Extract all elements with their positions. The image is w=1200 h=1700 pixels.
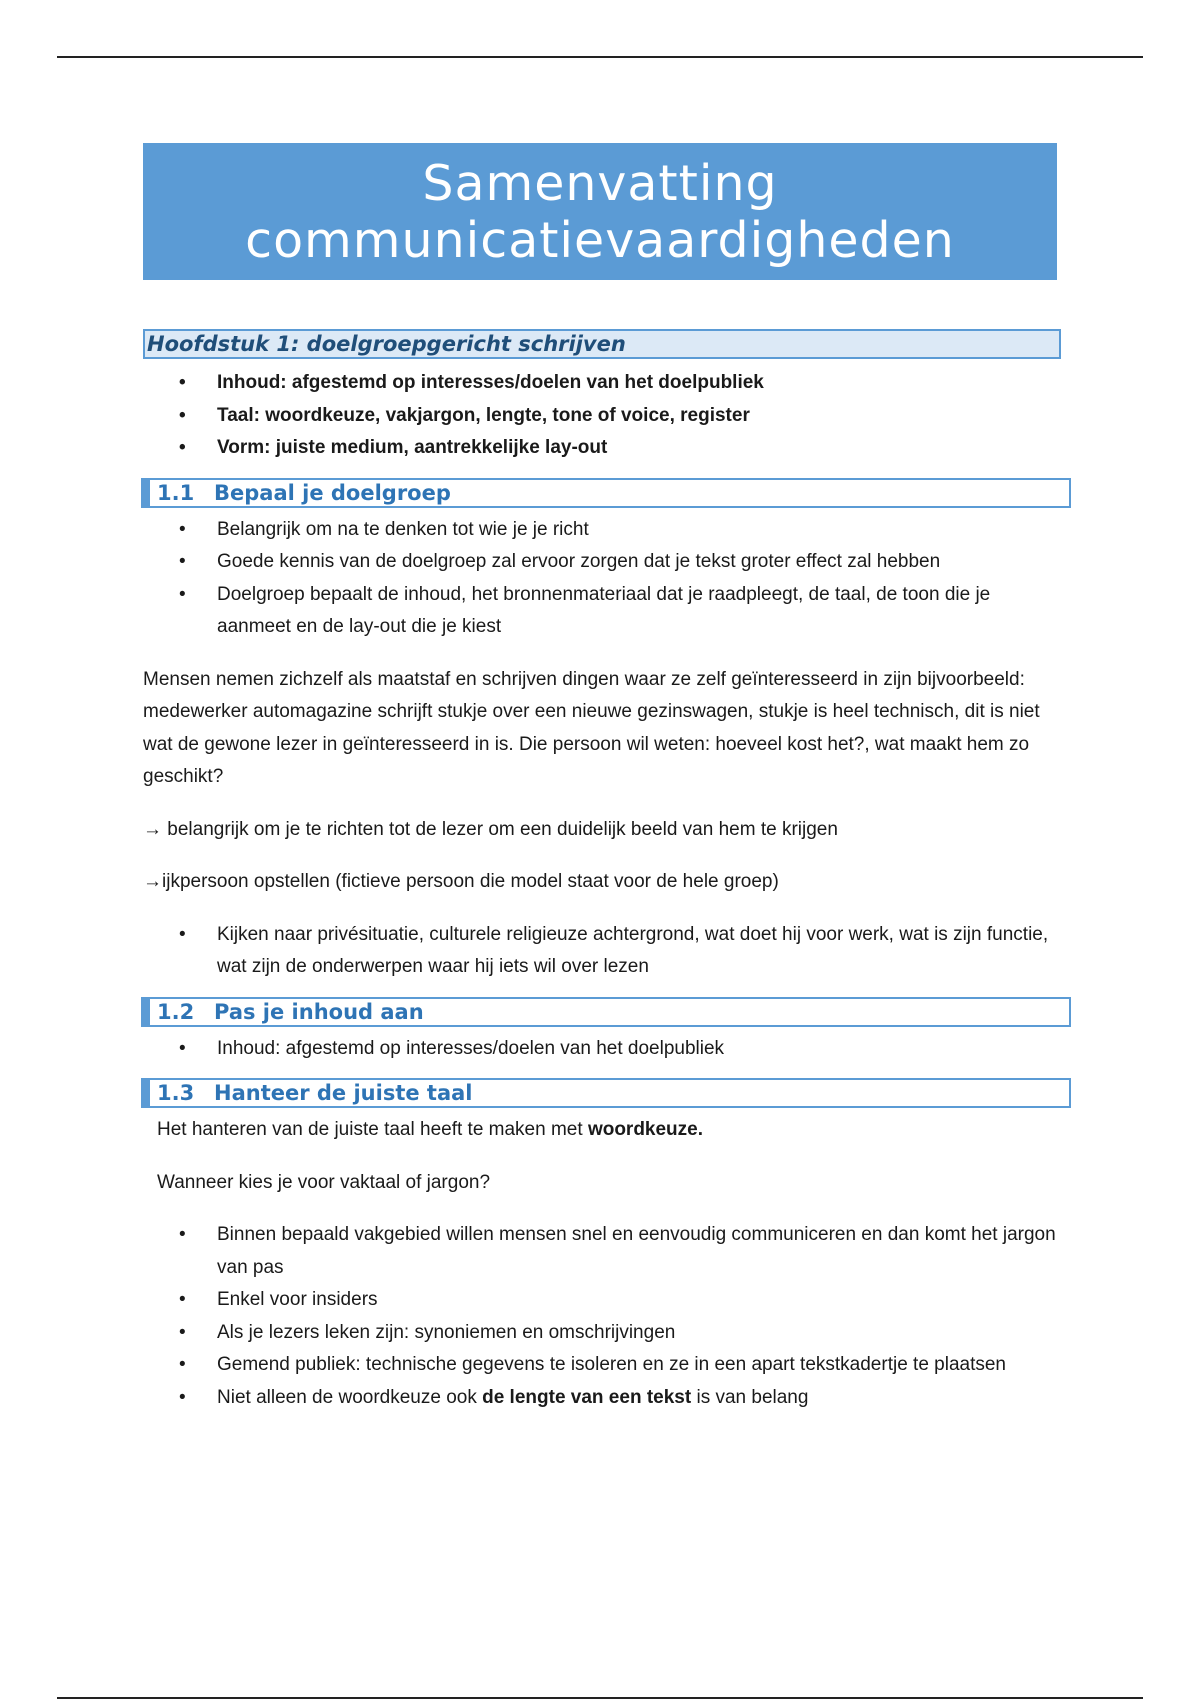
section-1-2-heading: [141, 997, 1071, 1027]
document-body: [143, 329, 1068, 1414]
list-item: • Binnen bepaald vakgebied willen mensen snel en eenvoudig communiceren en dan komt het jargon van pas: [143, 1219, 1068, 1284]
list-item: • Goede kennis van de doelgroep zal ervoor zorgen dat je tekst groter effect zal hebben: [143, 546, 1068, 579]
chapter-1-bullets: [143, 367, 1068, 465]
paragraph-juiste-taal: Het hanteren van de juiste taal heeft te maken met woordkeuze.: [157, 1119, 704, 1140]
section-number: 1.3: [157, 1081, 195, 1105]
list-item: • Taal: woordkeuze, vakjargon, lengte, tone of voice, register: [143, 400, 1068, 433]
section-1-3-heading: [141, 1078, 1071, 1108]
arrow-note-1: → belangrijk om je te richten tot de lezer om een duidelijk beeld van hem te krijgen: [143, 818, 838, 840]
list-item: • Inhoud: afgestemd op interesses/doelen van het doelpubliek: [143, 1033, 1068, 1066]
document-title-banner: [143, 143, 1057, 280]
paragraph-doelgroep: Mensen nemen zichzelf als maatstaf en schrijven dingen waar ze zelf geïnteresseerd in zijn bijvoorbeeld: medewerker automagazine schrijft stukje over een nieuwe gezinswagen, stukje is heel technisch, dit is niet wat de gewone lezer in geïnteresseerd in is. Die persoon wil weten: hoeveel kost het?, wat maakt hem zo geschikt?: [143, 668, 1040, 787]
section-1-1-bullets: [143, 514, 1068, 644]
section-1-1-bullets-2: [143, 919, 1068, 984]
top-rule: [57, 56, 1143, 58]
section-1-1-heading: [141, 478, 1071, 508]
list-item: • Als je lezers leken zijn: synoniemen en omschrijvingen: [143, 1317, 1068, 1350]
arrow-note-2: →ijkpersoon opstellen (fictieve persoon die model staat voor de hele groep): [143, 871, 779, 892]
section-title: Bepaal je doelgroep: [214, 480, 451, 505]
list-item: • Enkel voor insiders: [143, 1284, 1068, 1317]
list-item: • Gemend publiek: technische gegevens te isoleren en ze in een apart tekstkadertje te plaatsen: [143, 1349, 1068, 1382]
section-title: Pas je inhoud aan: [214, 999, 424, 1024]
section-1-2-bullets: [143, 1033, 1068, 1066]
section-1-3-bullets: [143, 1219, 1068, 1414]
chapter-1-heading: Hoofdstuk 1: doelgroepgericht schrijven: [143, 329, 1061, 359]
list-item: • Belangrijk om na te denken tot wie je je richt: [143, 514, 1068, 547]
section-number: 1.2: [157, 999, 195, 1024]
list-item: • Inhoud: afgestemd op interesses/doelen van het doelpubliek: [143, 367, 1068, 400]
paragraph-vaktaal-vraag: Wanneer kies je voor vaktaal of jargon?: [157, 1171, 491, 1193]
list-item: • Vorm: juiste medium, aantrekkelijke lay-out: [143, 432, 1068, 465]
section-number: 1.1: [157, 480, 195, 505]
list-item: • Niet alleen de woordkeuze ook de lengte van een tekst is van belang: [143, 1382, 1068, 1415]
title-line-1: Samenvatting: [422, 154, 778, 212]
title-line-2: communicatievaardigheden: [245, 211, 955, 269]
bottom-rule: [57, 1697, 1143, 1699]
section-title: Hanteer de juiste taal: [214, 1081, 473, 1105]
list-item: • Kijken naar privésituatie, culturele religieuze achtergrond, wat doet hij voor werk, wat is zijn functie, wat zijn de onderwerpen waar hij iets wil over lezen: [143, 919, 1068, 984]
list-item: • Doelgroep bepaalt de inhoud, het bronnenmateriaal dat je raadpleegt, de taal, de toon die je aanmeet en de lay-out die je kiest: [143, 579, 1068, 644]
